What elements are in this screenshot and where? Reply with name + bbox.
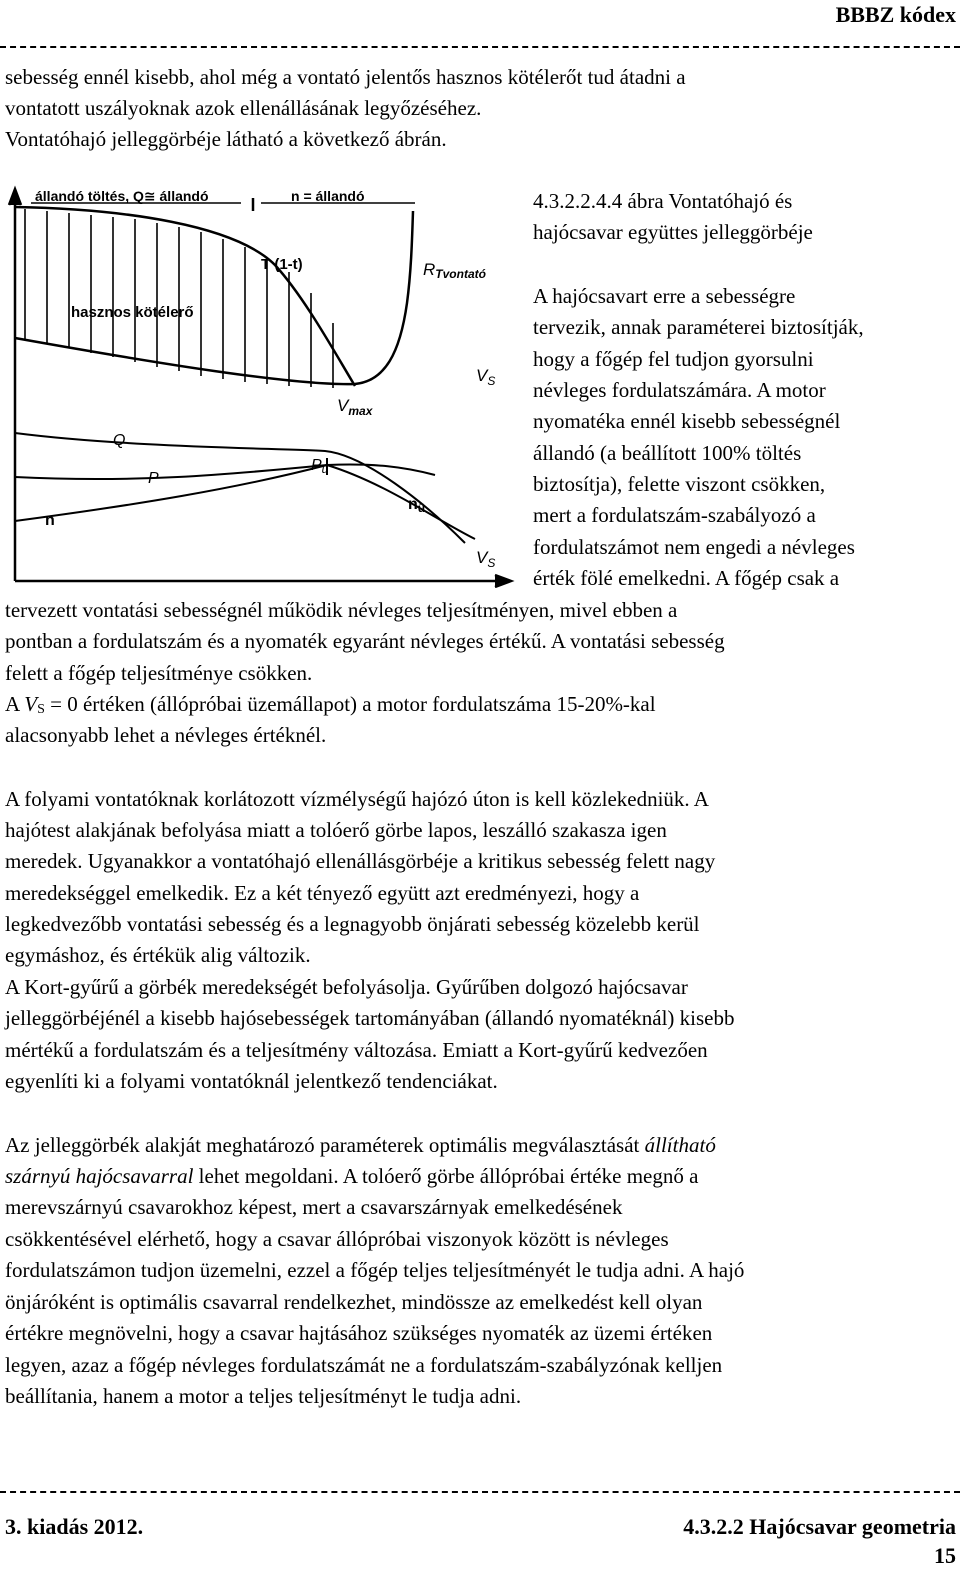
para3-line: legyen, azaz a főgép névleges fordulatszámát ne a fordulatszám-szabályzónak kelljen	[5, 1353, 723, 1377]
side-text-line: tervezik, annak paraméterei biztosítják,	[533, 315, 864, 339]
para2-line: A folyami vontatóknak korlátozott vízmélységű hajózó úton is kell közlekedniük. A	[5, 787, 709, 811]
page-number: 15	[934, 1543, 956, 1568]
label-vmax: $V_{max}$	[337, 396, 373, 418]
para3-line: fordulatszámon tudjon üzemelni, ezzel a főgép teljes teljesítményét le tudja adni. A hajó	[5, 1258, 745, 1282]
para3-line: csökkentésével elérhető, hogy a csavar állópróbai viszonyok között is névleges	[5, 1227, 669, 1251]
label-thrust: T (1-t)	[261, 256, 303, 273]
figure-caption-line-1: 4.3.2.2.4.4 ábra Vontatóhajó és	[533, 189, 793, 213]
para2-line: legkedvezőbb vontatási sebesség és a legnagyobb önjárati sebesség közelebb kerül	[5, 912, 700, 936]
intro-line-3: Vontatóhajó jelleggörbéje látható a következő ábrán.	[5, 127, 447, 151]
footer-edition: 3. kiadás 2012.	[5, 1514, 144, 1539]
label-vs-upper: $V_S$	[476, 366, 496, 388]
label-p: P	[148, 470, 159, 487]
body-line: tervezett vontatási sebességnél működik névleges teljesítményen, mivel ebben a	[5, 598, 678, 622]
para3-line: értékre megnövelni, hogy a csavar hajtásához szükséges nyomaték az üzemi értéken	[5, 1321, 713, 1345]
torque-curve	[15, 433, 465, 543]
side-text-line: mert a fordulatszám-szabályozó a	[533, 503, 816, 527]
footer-section: 4.3.2.2 Hajócsavar geometria	[683, 1514, 956, 1539]
side-text-line: névleges fordulatszámára. A motor	[533, 378, 826, 402]
label-vs-lower: $V_S$	[476, 548, 496, 570]
label-nu: nü	[408, 496, 426, 515]
side-text-line: A hajócsavart erre a sebességre	[533, 284, 796, 308]
power-curve	[15, 465, 475, 539]
para3-line: beállítania, hanem a motor a teljes teljesítményt le tudja adni.	[5, 1384, 522, 1408]
rpm-curve	[15, 464, 435, 521]
label-rope-force: hasznos kötélerő	[71, 304, 194, 321]
document-code: BBBZ kódex	[835, 2, 956, 27]
body-line: felett a főgép teljesítménye csökken.	[5, 661, 313, 685]
label-n: n	[45, 512, 55, 529]
intro-line-1: sebesség ennél kisebb, ahol még a vontató jelentős hasznos kötélerőt tud átadni a	[5, 65, 686, 89]
para2-line: meredek. Ugyanakkor a vontatóhajó ellenállásgörbéje a kritikus sebesség felett nagy	[5, 849, 716, 873]
figure-axes	[9, 189, 511, 587]
label-resistance: RTvontató	[423, 260, 486, 281]
hatch-lines	[25, 209, 333, 388]
side-text-line: érték fölé emelkedni. A főgép csak a	[533, 566, 840, 590]
body-line: alacsonyabb lehet a névleges értéknél.	[5, 723, 327, 747]
para2-line: A Kort-gyűrű a görbék meredekségét befolyásolja. Gyűrűben dolgozó hajócsavar	[5, 975, 688, 999]
side-text-line: hogy a főgép fel tudjon gyorsulni	[533, 347, 814, 371]
para2-line: egymáshoz, és értékük alig változik.	[5, 943, 311, 967]
para2-line: egyenlíti ki a folyami vontatóknál jelentkező tendenciákat.	[5, 1069, 498, 1093]
para2-line: meredekséggel emelkedik. Ez a két tényező együtt azt eredményezi, hogy a	[5, 881, 640, 905]
label-pu: Pü	[311, 457, 329, 476]
header-divider	[0, 46, 960, 48]
figure-caption-line-2: hajócsavar együttes jelleggörbéje	[533, 220, 813, 244]
side-text-line: állandó (a beállított 100% töltés	[533, 441, 802, 465]
para3-line: merevszárnyú csavarokhoz képest, mert a csavarszárnyak emelkedésének	[5, 1195, 623, 1219]
footer-divider	[0, 1491, 960, 1493]
side-text-line: fordulatszámot nem engedi a névleges	[533, 535, 855, 559]
resistance-curve	[15, 211, 413, 384]
label-constant-fuel: állandó töltés, Q≅ állandó	[35, 188, 209, 204]
towboat-characteristic-figure	[5, 183, 520, 588]
para3-line: szárnyú hajócsavarral lehet megoldani. A tolóerő görbe állópróbai értéke megnő a	[5, 1164, 699, 1188]
para3-line: Az jelleggörbék alakját meghatározó paraméterek optimális megválasztását állítható	[5, 1133, 716, 1157]
para2-line: hajótest alakjának befolyása miatt a tolóerő görbe lapos, leszálló szakasza igen	[5, 818, 667, 842]
side-text-line: nyomatéka ennél kisebb sebességnél	[533, 409, 841, 433]
intro-line-2: vontatott uszályoknak azok ellenállásának legyőzéséhez.	[5, 96, 482, 120]
vs-sentence: A VS = 0 értéken (állópróbai üzemállapot) a motor fordulatszáma 15-20%-kal	[5, 692, 656, 717]
label-q: Q	[113, 432, 126, 449]
side-text-line: biztosítja), felette viszont csökken,	[533, 472, 826, 496]
label-constant-rpm: n = állandó	[291, 188, 365, 204]
body-line: pontban a fordulatszám és a nyomaték egyaránt névleges értékű. A vontatási sebesség	[5, 629, 725, 653]
para2-line: mértékű a fordulatszám és a teljesítmény változása. Emiatt a Kort-gyűrű kedvezően	[5, 1038, 708, 1062]
para2-line: jelleggörbéjénél a kisebb hajósebességek tartományában (állandó nyomatéknál) kisebb	[5, 1006, 735, 1030]
para3-line: önjáróként is optimális csavarral rendelkezhet, mindössze az emelkedést kell olyan	[5, 1290, 703, 1314]
thrust-curve	[15, 207, 355, 386]
